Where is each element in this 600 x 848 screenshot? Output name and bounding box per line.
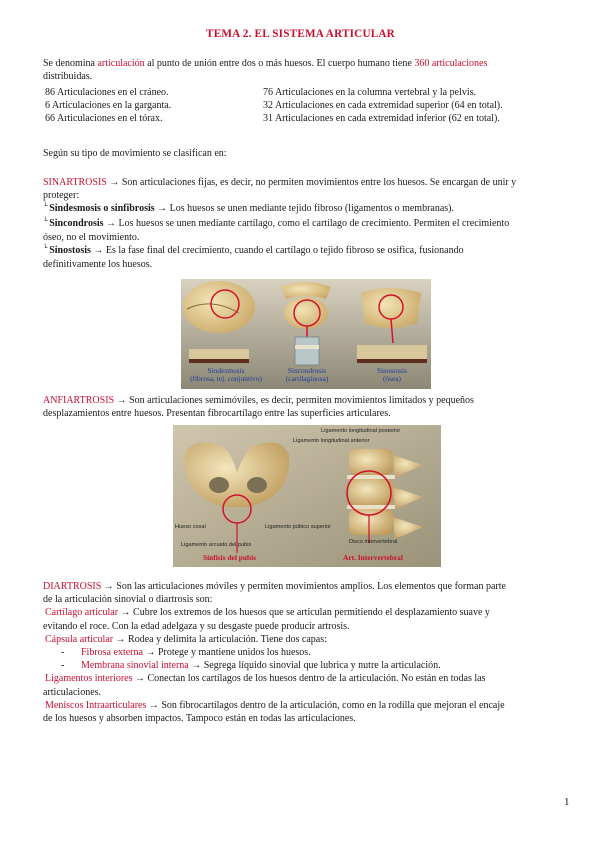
list-item xyxy=(43,86,558,99)
section-text: Son las articulaciones móviles y permiten movimientos amplios. Los elementos que forman parte xyxy=(113,581,506,592)
arrow-icon: → xyxy=(148,699,159,711)
arrow-icon: → xyxy=(157,203,168,215)
arrow-icon: → xyxy=(145,647,156,659)
arrow-icon: → xyxy=(120,607,131,619)
term-sindesmosis: Sindesmosis o sinfibrosis xyxy=(49,203,155,215)
list-item xyxy=(43,112,558,125)
anfiartrosis-section xyxy=(43,394,558,420)
section-text: Cubre los extremos de los huesos que se articulan permitiendo el desplazamiento suave y xyxy=(130,607,490,619)
term-360-articulaciones: 360 articulaciones xyxy=(414,58,488,69)
section-text: Son articulaciones fijas, es decir, no permiten movimientos entre los huesos. Se encargan de unir y xyxy=(119,177,517,188)
list-item xyxy=(43,99,558,112)
term-ligamentos-interiores: Ligamentos interiores xyxy=(45,673,133,685)
arrow-icon: → xyxy=(103,581,114,592)
figure-label: Sínfisis del pubis xyxy=(203,553,256,562)
term-sincondrosis: Sincondrosis xyxy=(49,217,104,229)
intro-paragraph xyxy=(43,57,558,83)
section-text: de los huesos y absorben impactos. Tampoco están en todas las articulaciones. xyxy=(43,713,356,725)
vertebrae-shape xyxy=(347,449,423,539)
arrow-icon: → xyxy=(134,673,145,685)
figure-label: Ligamento púbico superior xyxy=(265,524,331,530)
section-text: Son articulaciones semimóviles, es decir, permiten movimientos limitados y pequeños xyxy=(126,395,474,406)
figure-label: Ligamento arcuato del pubis xyxy=(181,542,252,548)
arrow-icon: → xyxy=(93,245,104,257)
sub-arrow-icon: └ xyxy=(43,202,48,211)
anfiartrosis-illustration xyxy=(173,425,441,567)
term-cartilago-articular: Cartílago articular xyxy=(45,607,119,619)
figure-label: (ósea) xyxy=(382,374,402,383)
arrow-icon: → xyxy=(191,660,202,672)
list-item-text: 6 Articulaciones en la garganta. xyxy=(45,100,172,112)
section-text: articulaciones. xyxy=(43,686,102,698)
figure-label: (cartílaginosa) xyxy=(285,374,329,383)
sub-item-fibrosa xyxy=(43,646,558,659)
section-text: óseo, no el movimiento. xyxy=(43,231,140,243)
list-item-text: 31 Articulaciones en cada extremidad inferior (62 en total). xyxy=(263,113,500,125)
page-title: TEMA 2. EL SISTEMA ARTICULAR xyxy=(206,28,395,40)
section-text: Protege y mantiene unidos los huesos. xyxy=(155,647,311,659)
section-text: Los huesos se unen mediante tejido fibroso (ligamentos o membranas). xyxy=(167,203,455,215)
section-text: Rodea y delimita la articulación. Tiene dos capas: xyxy=(125,633,327,645)
term-fibrosa-externa: Fibrosa externa xyxy=(81,647,143,659)
sub-item-sincondrosis xyxy=(43,217,558,231)
term-articulacion: articulación xyxy=(97,58,145,69)
section-text: Segrega líquido sinovial que lubrica y nutre la articulación. xyxy=(201,660,441,672)
list-item-cartilago xyxy=(43,606,558,619)
list-item-text: 32 Articulaciones en cada extremidad superior (64 en total). xyxy=(263,100,503,112)
intro-text: Se denomina xyxy=(43,58,98,69)
intro-text: distribuidas. xyxy=(43,71,93,83)
section-text: Es la fase final del crecimiento, cuando el cartílago o tejido fibroso se osifica, fusionando xyxy=(103,245,464,257)
arrow-icon: → xyxy=(109,177,120,188)
section-text: de la articulación sinovial o diartrosis son: xyxy=(43,594,213,606)
skull-shape xyxy=(183,281,255,333)
term-anfiartrosis: ANFIARTROSIS xyxy=(43,395,115,406)
list-item-ligamentos xyxy=(43,672,558,685)
sinartrosis-section xyxy=(43,176,558,271)
anfiartrosis-figure xyxy=(173,425,441,567)
sub-arrow-icon: └ xyxy=(43,244,48,253)
term-capsula-articular: Cápsula articular xyxy=(45,633,114,645)
dash-bullet: - xyxy=(61,660,65,672)
dash-bullet: - xyxy=(61,647,65,659)
figure-label: Sincondrosis xyxy=(287,366,327,375)
figure-label: Hueso coxal xyxy=(175,524,206,530)
figure-label: (fibrosa, tej. conjuntivo) xyxy=(190,374,262,383)
section-text: evitando el roce. Con la edad adelgaza y su desgaste puede producir artrosis. xyxy=(43,620,350,632)
distribution-list xyxy=(43,86,558,126)
term-sinartrosis: SINARTROSIS xyxy=(43,177,107,188)
list-item-meniscos xyxy=(43,699,558,712)
intro-text: al punto de unión entre dos o más huesos. El cuerpo humano tiene xyxy=(144,58,415,69)
figure-label: Ligamento longitudinal anterior xyxy=(293,438,370,444)
sub-arrow-icon: └ xyxy=(43,216,48,225)
term-sinostosis: Sinostosis xyxy=(49,245,91,257)
arrow-icon: → xyxy=(106,217,117,229)
page-number: 1 xyxy=(564,796,570,808)
sinartrosis-figure xyxy=(181,279,431,389)
figure-label: Sindesmosis xyxy=(207,366,245,375)
section-text: Son fibrocartílagos dentro de la articulación, como en la rodilla que mejoran el encaje xyxy=(158,699,505,711)
term-diartrosis: DIARTROSIS xyxy=(43,581,102,592)
arrow-icon: → xyxy=(115,633,126,645)
diartrosis-section xyxy=(43,580,558,725)
list-item-text: 66 Articulaciones en el tórax. xyxy=(45,113,163,125)
sub-item-membrana xyxy=(43,659,558,672)
list-item-capsula xyxy=(43,633,558,646)
term-meniscos: Meniscos Intraarticulares xyxy=(45,699,147,711)
list-item-text: 86 Articulaciones en el cráneo. xyxy=(45,87,169,98)
section-text: Los huesos se unen mediante cartílago, como el cartílago de crecimiento. Permiten el crecimiento xyxy=(116,217,510,229)
section-text: Conectan los cartílagos de los huesos dentro de la articulación. No están en todas las xyxy=(144,673,486,685)
section-text: desplazamientos entre huesos. Presentan fibrocartílago entre las superficies articulares. xyxy=(43,408,391,420)
figure-label: Disco intervertebral xyxy=(349,539,398,545)
sinartrosis-illustration xyxy=(181,279,431,389)
list-item-text: 76 Articulaciones en la columna vertebral y la pelvis. xyxy=(263,87,476,98)
classify-line: Según su tipo de movimiento se clasifican en: xyxy=(43,148,227,159)
figure-label: Ligamento longitudinal posterior xyxy=(321,428,401,434)
section-text: definitivamente los huesos. xyxy=(43,259,153,271)
section-text: proteger: xyxy=(43,190,80,202)
term-membrana-sinovial: Membrana sinovial interna xyxy=(81,660,189,672)
arrow-icon: → xyxy=(116,395,127,406)
sub-item-sindesmosis xyxy=(43,202,558,216)
sub-item-sinostosis xyxy=(43,244,558,258)
figure-label: Sinostosis xyxy=(377,366,407,375)
figure-label: Art. Intervertebral xyxy=(343,553,403,562)
